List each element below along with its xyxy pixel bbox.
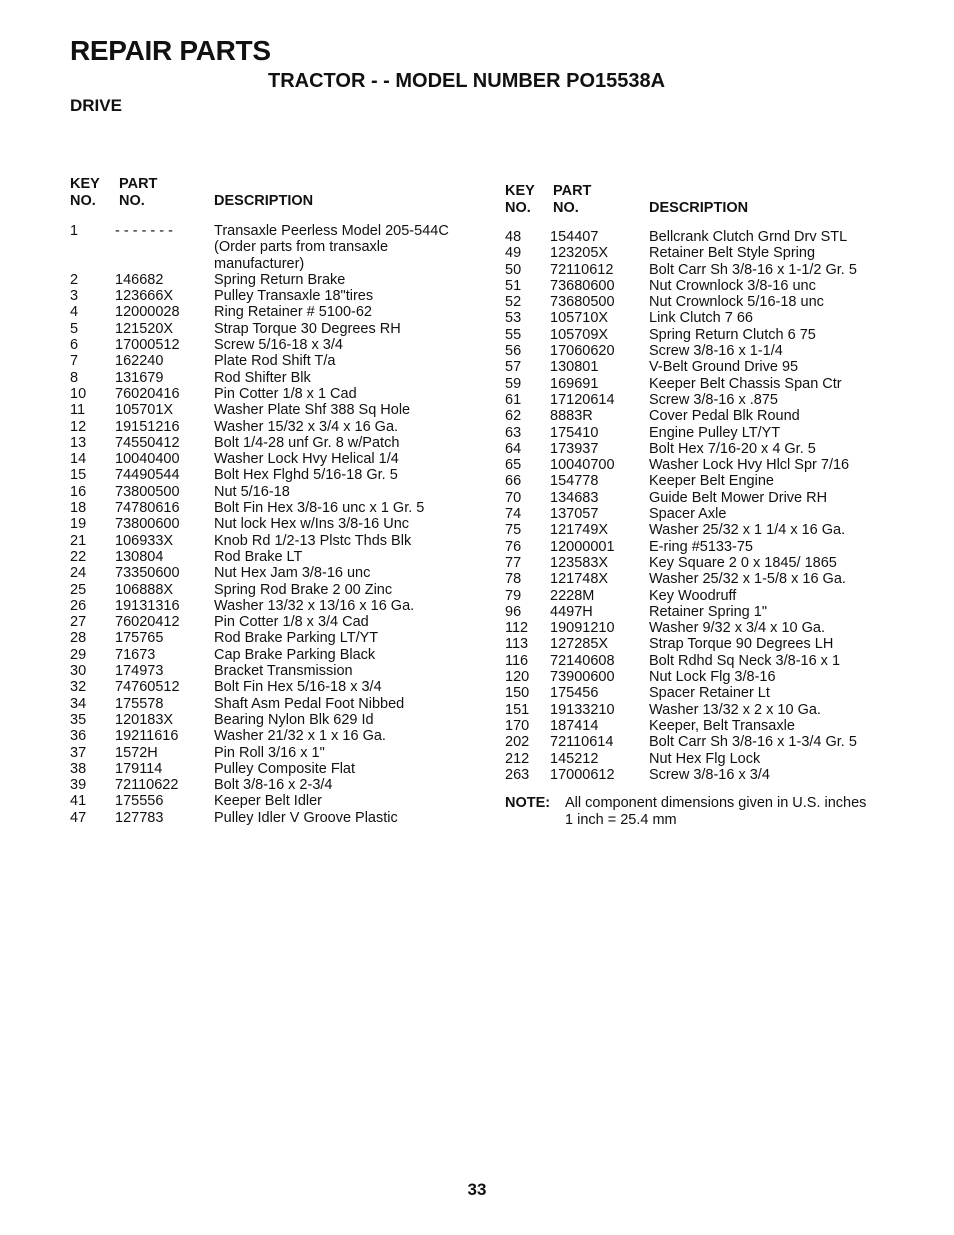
table-row — [505, 490, 905, 506]
description: Bolt 1/4-28 unf Gr. 8 w/Patch — [214, 434, 400, 451]
key-no: 75 — [505, 522, 522, 539]
description: Rod Brake LT — [214, 548, 303, 565]
table-row — [70, 321, 470, 337]
description-header: DESCRIPTION — [649, 200, 749, 216]
description: Nut Crownlock 5/16-18 unc — [649, 294, 824, 311]
description: Spacer Axle — [649, 506, 727, 523]
description: Retainer Belt Style Spring — [649, 245, 816, 262]
description: Washer Plate Shf 388 Sq Hole — [214, 402, 411, 419]
part-no: 19131316 — [115, 597, 180, 614]
table-row — [70, 272, 470, 288]
key-no: 170 — [505, 717, 530, 734]
key-no: 48 — [505, 229, 522, 245]
key-no: 112 — [505, 620, 529, 637]
key-no: 65 — [505, 457, 522, 474]
description: Bolt Fin Hex 5/16-18 x 3/4 — [214, 679, 382, 696]
key-no: 53 — [505, 310, 522, 327]
key-no: 62 — [505, 408, 522, 425]
key-no: 22 — [70, 548, 87, 565]
part-no: 73900600 — [550, 669, 615, 686]
part-no: 106933X — [115, 532, 174, 549]
part-no: 1572H — [115, 744, 158, 761]
table-row — [70, 353, 470, 369]
key-no: 14 — [70, 451, 87, 468]
part-no: 76020416 — [115, 385, 180, 402]
key-no: 25 — [70, 581, 87, 598]
key-no: 70 — [505, 489, 522, 506]
description: Key Square 2 0 x 1845/ 1865 — [649, 554, 837, 571]
table-row — [70, 647, 470, 663]
key-no: 41 — [70, 793, 87, 810]
part-no: 127783 — [115, 809, 164, 826]
table-row — [70, 777, 470, 793]
key-no: 26 — [70, 597, 87, 614]
page-title: REPAIR PARTS — [70, 35, 271, 66]
description: Spacer Retainer Lt — [649, 685, 770, 702]
part-no: 12000028 — [115, 304, 180, 321]
key-no: 30 — [70, 663, 87, 680]
key-no: 19 — [70, 516, 87, 533]
key-no: 151 — [505, 701, 530, 718]
table-row — [505, 539, 905, 555]
part-no: 72110622 — [115, 777, 179, 794]
part-no: 72110614 — [550, 734, 614, 751]
table-row — [505, 636, 905, 652]
description: Washer 13/32 x 2 x 10 Ga. — [649, 701, 821, 718]
table-row — [505, 425, 905, 441]
part-no: 175410 — [550, 424, 599, 441]
description: Bolt 3/8-16 x 2-3/4 — [214, 777, 333, 794]
table-row — [505, 245, 905, 261]
key-no: 6 — [70, 337, 79, 354]
key-no: 49 — [505, 245, 522, 262]
key-no: 77 — [505, 554, 522, 571]
part-no: 73680500 — [550, 294, 615, 311]
description: Bolt Rdhd Sq Neck 3/8-16 x 1 — [649, 652, 841, 669]
part-no: 105710X — [550, 310, 609, 327]
description: Pin Cotter 1/8 x 1 Cad — [214, 385, 357, 402]
description: Nut 5/16-18 — [214, 483, 290, 500]
table-row — [505, 343, 905, 359]
key-no: 4 — [70, 304, 79, 321]
description: Pin Cotter 1/8 x 3/4 Cad — [214, 614, 369, 631]
key-no: 11 — [70, 402, 86, 419]
parts-list-right — [505, 183, 905, 783]
description: Washer 13/32 x 13/16 x 16 Ga. — [214, 597, 415, 614]
key-no: 57 — [505, 359, 522, 376]
part-no: 179114 — [115, 760, 163, 777]
table-row — [505, 571, 905, 587]
key-no-header: KEY NO. — [505, 183, 535, 216]
part-no: 130804 — [115, 548, 164, 565]
part-no: 105701X — [115, 402, 174, 419]
table-row — [70, 614, 470, 630]
key-no: 39 — [70, 777, 87, 794]
key-no: 52 — [505, 294, 522, 311]
note-text — [565, 795, 905, 828]
part-no: 123666X — [115, 288, 174, 305]
part-no: 4497H — [550, 603, 593, 620]
description: Nut Hex Jam 3/8-16 unc — [214, 565, 371, 582]
key-no: 21 — [70, 532, 87, 549]
description: Bellcrank Clutch Grnd Drv STL — [649, 229, 848, 245]
description: V-Belt Ground Drive 95 — [649, 359, 799, 376]
key-no: 74 — [505, 506, 522, 523]
part-no: 19151216 — [115, 418, 180, 435]
part-no: 73800500 — [115, 483, 180, 500]
key-no: 113 — [505, 636, 529, 653]
table-row — [505, 457, 905, 473]
table-row — [505, 751, 905, 767]
part-no: 173937 — [550, 440, 599, 457]
key-no: 38 — [70, 760, 87, 777]
description: Knob Rd 1/2-13 Plstc Thds Blk — [214, 532, 412, 549]
description: Washer 25/32 x 1 1/4 x 16 Ga. — [649, 522, 846, 539]
description: Link Clutch 7 66 — [649, 310, 753, 327]
table-row — [505, 604, 905, 620]
table-row — [70, 500, 470, 516]
part-no: 19091210 — [550, 620, 615, 637]
table-row — [70, 386, 470, 402]
description: Screw 3/8-16 x .875 — [649, 391, 778, 408]
description: Pulley Composite Flat — [214, 760, 356, 777]
table-row — [505, 685, 905, 701]
part-no: 73350600 — [115, 565, 180, 582]
note-line-2: 1 inch = 25.4 mm — [565, 811, 677, 828]
table-row — [70, 565, 470, 581]
part-no: 154407 — [550, 229, 599, 245]
description: Bracket Transmission — [214, 663, 353, 680]
note-label: NOTE: — [505, 795, 551, 811]
key-no: 28 — [70, 630, 87, 647]
part-no: 106888X — [115, 581, 174, 598]
table-row — [505, 522, 905, 538]
table-row — [70, 810, 470, 826]
key-no: 10 — [70, 385, 87, 402]
table-row — [70, 451, 470, 467]
page-number: 33 — [467, 1180, 487, 1199]
key-no: 212 — [505, 750, 530, 767]
table-row — [505, 734, 905, 750]
table-row — [505, 473, 905, 489]
table-row — [505, 555, 905, 571]
description: Washer 21/32 x 1 x 16 Ga. — [214, 728, 386, 745]
part-no: 8883R — [550, 408, 593, 425]
table-row — [70, 728, 470, 744]
parts-rows-right — [505, 229, 905, 783]
key-no: 29 — [70, 646, 87, 663]
part-no: 105709X — [550, 326, 609, 343]
part-no: 10040400 — [115, 451, 180, 468]
table-row — [505, 669, 905, 685]
key-no: 34 — [70, 695, 87, 712]
table-row — [505, 229, 905, 245]
table-row — [70, 679, 470, 695]
description: Bolt Carr Sh 3/8-16 x 1-3/4 Gr. 5 — [649, 734, 857, 751]
table-row — [70, 304, 470, 320]
part-no: 72140608 — [550, 652, 615, 669]
table-row — [70, 598, 470, 614]
description: Shaft Asm Pedal Foot Nibbed — [214, 695, 405, 712]
key-no: 120 — [505, 669, 530, 686]
part-no: 17120614 — [550, 391, 615, 408]
parts-list-header — [505, 183, 905, 219]
part-no: 19211616 — [115, 728, 179, 745]
part-no: 123205X — [550, 245, 609, 262]
part-no: 175556 — [115, 793, 164, 810]
description: Key Woodruff — [649, 587, 737, 604]
description: Screw 3/8-16 x 1-1/4 — [649, 343, 783, 360]
key-no: 96 — [505, 603, 522, 620]
table-row — [70, 467, 470, 483]
part-no: 187414 — [550, 717, 599, 734]
part-no: 74780616 — [115, 500, 180, 517]
part-no: 72110612 — [550, 261, 614, 278]
part-no: 10040700 — [550, 457, 615, 474]
description: Screw 3/8-16 x 3/4 — [649, 766, 770, 783]
description: Bolt Hex 7/16-20 x 4 Gr. 5 — [649, 440, 816, 457]
part-no-header: PART NO. — [119, 176, 158, 209]
description: Keeper, Belt Transaxle — [649, 717, 795, 734]
model-subtitle: TRACTOR - - MODEL NUMBER PO15538A — [268, 70, 666, 92]
description: Keeper Belt Idler — [214, 793, 323, 810]
description: Spring Return Brake — [214, 271, 346, 288]
table-row — [70, 793, 470, 809]
table-row — [70, 533, 470, 549]
part-no: 131679 — [115, 369, 164, 386]
key-no: 37 — [70, 744, 87, 761]
table-row — [70, 761, 470, 777]
key-no: 5 — [70, 320, 79, 337]
description: Strap Torque 30 Degrees RH — [214, 320, 401, 337]
description: Rod Shifter Blk — [214, 369, 311, 386]
table-row — [505, 718, 905, 734]
key-no: 51 — [505, 277, 522, 294]
table-row — [70, 663, 470, 679]
description: Retainer Spring 1" — [649, 603, 767, 620]
table-row — [70, 223, 470, 272]
description: Bolt Fin Hex 3/8-16 unc x 1 Gr. 5 — [214, 500, 425, 517]
key-no: 3 — [70, 288, 79, 305]
description: Washer 25/32 x 1-5/8 x 16 Ga. — [649, 571, 846, 588]
description: Washer 15/32 x 3/4 x 16 Ga. — [214, 418, 399, 435]
description: Bolt Hex Flghd 5/16-18 Gr. 5 — [214, 467, 398, 484]
description: Washer Lock Hvy Helical 1/4 — [214, 451, 399, 468]
description: Bearing Nylon Blk 629 Id — [214, 711, 374, 728]
part-no: 154778 — [550, 473, 599, 490]
description: Washer Lock Hvy Hlcl Spr 7/16 — [649, 457, 850, 474]
part-no: 121520X — [115, 320, 174, 337]
table-row — [505, 441, 905, 457]
part-no-header: PART NO. — [553, 183, 592, 216]
description: Cover Pedal Blk Round — [649, 408, 800, 425]
description: Guide Belt Mower Drive RH — [649, 489, 828, 506]
table-row — [505, 262, 905, 278]
description: Pulley Transaxle 18"tires — [214, 288, 374, 305]
table-row — [70, 288, 470, 304]
parts-list-left — [70, 176, 470, 826]
part-no: 162240 — [115, 353, 164, 370]
table-row — [70, 516, 470, 532]
description: Rod Brake Parking LT/YT — [214, 630, 379, 647]
section-title: DRIVE — [70, 96, 122, 115]
key-no: 50 — [505, 261, 522, 278]
key-no: 76 — [505, 538, 522, 555]
table-row — [70, 435, 470, 451]
part-no: 12000001 — [550, 538, 615, 555]
key-no: 263 — [505, 766, 530, 783]
note-line-1: All component dimensions given in U.S. inches — [565, 795, 867, 811]
description: Spring Rod Brake 2 00 Zinc — [214, 581, 393, 598]
table-row — [505, 767, 905, 783]
table-row — [70, 696, 470, 712]
key-no: 202 — [505, 734, 530, 751]
key-no: 12 — [70, 418, 87, 435]
part-no: 76020412 — [115, 614, 180, 631]
key-no: 36 — [70, 728, 87, 745]
key-no: 16 — [70, 483, 87, 500]
table-row — [70, 402, 470, 418]
part-no: 120183X — [115, 711, 174, 728]
description: Pin Roll 3/16 x 1" — [214, 744, 325, 761]
key-no: 116 — [505, 652, 529, 669]
key-no: 66 — [505, 473, 522, 490]
part-no: 127285X — [550, 636, 609, 653]
part-no: 146682 — [115, 271, 164, 288]
key-no-header: KEY NO. — [70, 176, 100, 209]
part-no: 17000612 — [550, 766, 615, 783]
key-no: 8 — [70, 369, 79, 386]
description: Plate Rod Shift T/a — [214, 353, 336, 370]
key-no: 56 — [505, 343, 522, 360]
key-no: 2 — [70, 271, 79, 288]
description: Strap Torque 90 Degrees LH — [649, 636, 834, 653]
part-no: 175765 — [115, 630, 164, 647]
description: Nut lock Hex w/Ins 3/8-16 Unc — [214, 516, 410, 533]
part-no: 137057 — [550, 506, 599, 523]
table-row — [70, 484, 470, 500]
key-no: 150 — [505, 685, 530, 702]
table-row — [70, 549, 470, 565]
parts-rows-left — [70, 223, 470, 826]
description: Screw 5/16-18 x 3/4 — [214, 337, 343, 354]
table-row — [505, 506, 905, 522]
part-no: 17060620 — [550, 343, 615, 360]
table-row — [70, 712, 470, 728]
part-no: 74550412 — [115, 434, 180, 451]
part-no: 19133210 — [550, 701, 615, 718]
part-no: 121749X — [550, 522, 609, 539]
description: Spring Return Clutch 6 75 — [649, 326, 816, 343]
key-no: 24 — [70, 565, 87, 582]
part-no: 17000512 — [115, 337, 180, 354]
description: Nut Lock Flg 3/8-16 — [649, 669, 776, 686]
key-no: 18 — [70, 500, 87, 517]
description: Cap Brake Parking Black — [214, 646, 376, 663]
part-no: 73800600 — [115, 516, 180, 533]
part-no: 121748X — [550, 571, 609, 588]
table-row — [505, 278, 905, 294]
description: Bolt Carr Sh 3/8-16 x 1-1/2 Gr. 5 — [649, 261, 857, 278]
table-row — [70, 419, 470, 435]
key-no: 27 — [70, 614, 87, 631]
table-row — [505, 310, 905, 326]
description: Nut Crownlock 3/8-16 unc — [649, 277, 816, 294]
part-no: 175578 — [115, 695, 164, 712]
table-row — [70, 745, 470, 761]
key-no: 13 — [70, 434, 87, 451]
table-row — [505, 327, 905, 343]
key-no: 32 — [70, 679, 87, 696]
table-row — [70, 582, 470, 598]
table-row — [505, 653, 905, 669]
table-row — [505, 392, 905, 408]
description: Pulley Idler V Groove Plastic — [214, 809, 398, 826]
key-no: 78 — [505, 571, 522, 588]
part-no: 145212 — [550, 750, 599, 767]
key-no: 64 — [505, 440, 522, 457]
part-no: 2228M — [550, 587, 595, 604]
part-no: 134683 — [550, 489, 599, 506]
table-row — [505, 376, 905, 392]
key-no: 79 — [505, 587, 522, 604]
key-no: 7 — [70, 353, 79, 370]
part-no: 74490544 — [115, 467, 180, 484]
description-header: DESCRIPTION — [214, 193, 314, 209]
part-no: 123583X — [550, 554, 609, 571]
key-no: 35 — [70, 711, 87, 728]
description: Keeper Belt Engine — [649, 473, 774, 490]
table-row — [505, 294, 905, 310]
description: Keeper Belt Chassis Span Ctr — [649, 375, 842, 392]
table-row — [70, 370, 470, 386]
description: E-ring #5133-75 — [649, 538, 753, 555]
parts-list-header — [70, 176, 470, 212]
part-no: 174973 — [115, 663, 164, 680]
table-row — [505, 702, 905, 718]
key-no: 63 — [505, 424, 522, 441]
description: Nut Hex Flg Lock — [649, 750, 761, 767]
key-no: 61 — [505, 391, 522, 408]
part-no: 74760512 — [115, 679, 180, 696]
table-row — [505, 588, 905, 604]
table-row — [505, 408, 905, 424]
key-no: 1 — [70, 223, 79, 239]
key-no: 55 — [505, 326, 522, 343]
part-no: 175456 — [550, 685, 599, 702]
description: Engine Pulley LT/YT — [649, 424, 781, 441]
table-row — [505, 620, 905, 636]
part-no: 71673 — [115, 646, 156, 663]
key-no: 47 — [70, 809, 87, 826]
key-no: 15 — [70, 467, 87, 484]
table-row — [505, 359, 905, 375]
part-no: 73680600 — [550, 277, 615, 294]
part-no: 130801 — [550, 359, 599, 376]
table-row — [70, 630, 470, 646]
description: Transaxle Peerless Model 205-544C (Order parts from transaxle manufacturer) — [214, 223, 449, 272]
part-no: - - - - - - - — [115, 223, 173, 239]
description: Ring Retainer # 5100-62 — [214, 304, 372, 321]
part-no: 169691 — [550, 375, 599, 392]
table-row — [70, 337, 470, 353]
key-no: 59 — [505, 375, 522, 392]
description: Washer 9/32 x 3/4 x 10 Ga. — [649, 620, 825, 637]
